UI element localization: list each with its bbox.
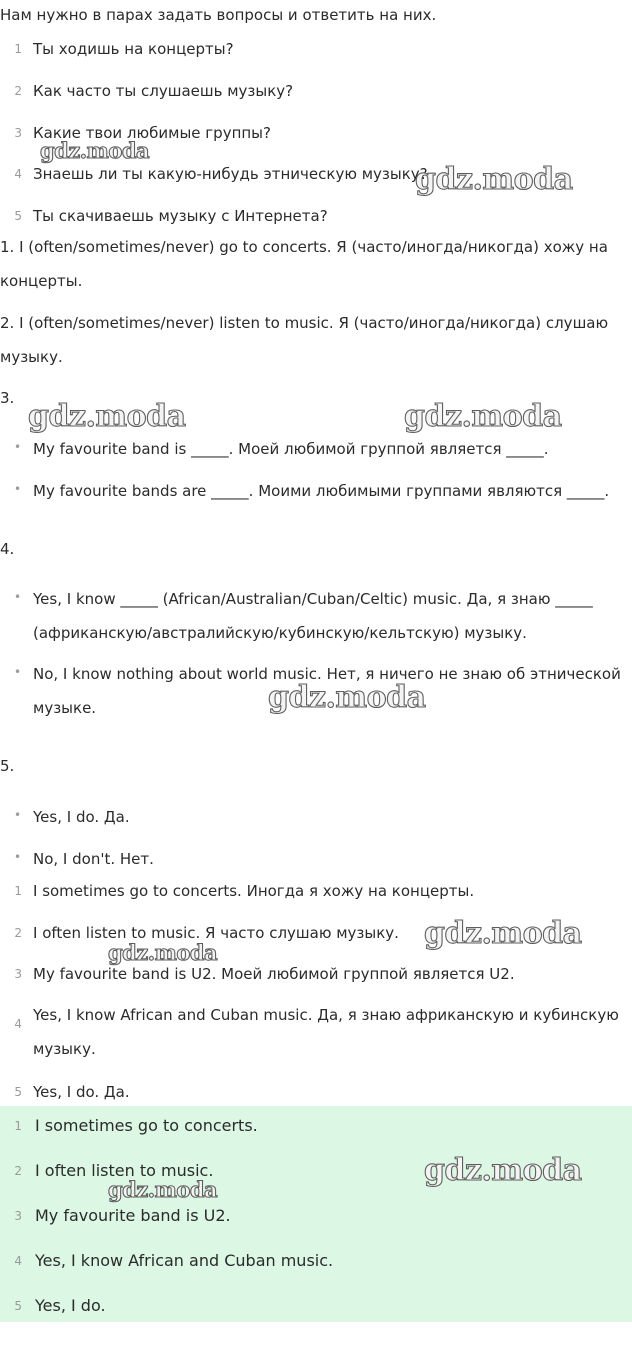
item-text: Yes, I do. Да.: [33, 1083, 130, 1101]
item-number: 3: [14, 126, 22, 140]
bullet-icon: •: [14, 850, 22, 864]
bullet-icon: •: [14, 482, 22, 496]
bullet-icon: •: [14, 440, 22, 454]
item-text: I sometimes go to concerts. Иногда я хожу на концерты.: [33, 882, 475, 900]
item-number: 1: [14, 1119, 22, 1133]
answer-3-label: 3.: [0, 389, 15, 407]
item-text: My favourite band is U2. Моей любимой группой является U2.: [33, 965, 515, 983]
answer-1: 1. I (often/sometimes/never) go to concerts. Я (часто/иногда/никогда) хожу на концерты.: [0, 238, 608, 290]
item-number: 1: [14, 884, 22, 898]
list-item: Yes, I know African and Cuban music. Да, я знаю африканскую и кубинскую музыку.: [33, 1006, 619, 1058]
answer-5-label: 5.: [0, 757, 15, 775]
item-number: 4: [14, 167, 22, 181]
intro-text: Нам нужно в парах задать вопросы и ответить на них.: [0, 6, 437, 24]
watermark: gdz.moda: [404, 399, 562, 434]
item-text: Знаешь ли ты какую-нибудь этническую музыку?: [33, 165, 428, 183]
item-number: 5: [14, 1299, 22, 1313]
answer-2: 2. I (often/sometimes/never) listen to music. Я (часто/иногда/никогда) слушаю музыку.: [0, 314, 609, 366]
watermark: gdz.moda: [424, 1153, 582, 1188]
watermark: gdz.moda: [40, 138, 150, 163]
list-item: No, I know nothing about world music. Нет, я ничего не знаю об этнической музыке.: [33, 665, 621, 717]
item-text: I sometimes go to concerts.: [35, 1116, 258, 1135]
watermark: gdz.moda: [108, 940, 218, 965]
item-number: 1: [14, 42, 22, 56]
item-text: My favourite band is U2.: [35, 1206, 231, 1225]
item-text: I often listen to music.: [35, 1161, 214, 1180]
item-number: 5: [14, 209, 22, 223]
item-number: 5: [14, 1085, 22, 1099]
item-text: I often listen to music. Я часто слушаю музыку.: [33, 924, 399, 942]
list-item: Yes, I know _____ (African/Australian/Cuban/Celtic) music. Да, я знаю _____ (африканскую/австралийскую/кубинскую/кельтскую) музыку.: [33, 590, 593, 642]
item-text: No, I don't. Нет.: [33, 850, 154, 868]
item-text: Ты ходишь на концерты?: [33, 40, 234, 58]
item-text: My favourite bands are _____. Моими любимыми группами являются _____.: [33, 482, 610, 500]
item-number: 3: [14, 1209, 22, 1223]
watermark: gdz.moda: [415, 162, 573, 197]
item-number: 4: [14, 1254, 22, 1268]
item-text: Как часто ты слушаешь музыку?: [33, 82, 294, 100]
item-number: 2: [14, 926, 22, 940]
item-text: My favourite band is _____. Моей любимой группой является _____.: [33, 440, 549, 458]
item-text: Yes, I do.: [35, 1296, 106, 1315]
answer-4-label: 4.: [0, 540, 15, 558]
watermark: gdz.moda: [28, 399, 186, 434]
watermark: gdz.moda: [268, 680, 426, 715]
item-text: Какие твои любимые группы?: [33, 124, 271, 142]
item-number: 2: [14, 84, 22, 98]
item-number: 2: [14, 1164, 22, 1178]
item-text: Ты скачиваешь музыку с Интернета?: [33, 207, 328, 225]
item-number: 3: [14, 967, 22, 981]
item-text: Yes, I do. Да.: [33, 808, 130, 826]
watermark: gdz.moda: [424, 916, 582, 951]
item-text: Yes, I know African and Cuban music.: [35, 1251, 334, 1270]
watermark: gdz.moda: [108, 1177, 218, 1202]
bullet-icon: •: [14, 808, 22, 822]
